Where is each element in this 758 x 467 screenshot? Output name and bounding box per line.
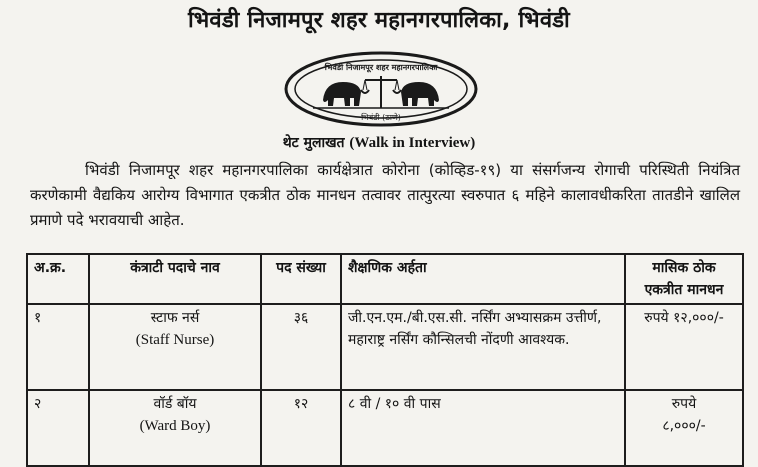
row-qualification: जी.एन.एम./बी.एस.सी. नर्सिंग अभ्यासक्रम उत्तीर्ण, महाराष्ट्र नर्सिंग कौन्सिलची नोंदणी आवश्यक. xyxy=(341,304,625,390)
header-post-count: पद संख्या xyxy=(261,254,341,304)
intro-paragraph xyxy=(30,158,740,233)
row-monthly-pay: रुपये १२,०००/- xyxy=(625,304,743,390)
municipal-seal-logo xyxy=(283,50,479,128)
header-sr-no: अ.क्र. xyxy=(27,254,89,304)
row-post-name xyxy=(89,390,261,466)
table-row xyxy=(27,390,743,466)
post-name-marathi: स्टाफ नर्स xyxy=(150,310,200,326)
row-post-name xyxy=(89,304,261,390)
header-qualification: शैक्षणिक अर्हता xyxy=(341,254,625,304)
intro-lead: भिवंडी xyxy=(85,161,120,179)
seal-text-bottom: भिवंडी (ठाणे) xyxy=(361,113,401,122)
row-qualification: ८ वी / १० वी पास xyxy=(341,390,625,466)
post-name-english: (Ward Boy) xyxy=(139,418,211,434)
recruitment-table xyxy=(26,253,744,467)
pay-line-2: ८,०००/- xyxy=(662,418,706,434)
table-header-row xyxy=(27,254,743,304)
row-sr-no: १ xyxy=(27,304,89,390)
row-monthly-pay xyxy=(625,390,743,466)
table-row xyxy=(27,304,743,390)
walkin-marathi: थेट मुलाखत xyxy=(282,135,345,151)
seal-text-top: भिवंडी निजामपूर शहर महानगरपालिका xyxy=(324,63,438,72)
intro-text: निजामपूर शहर महानगरपालिका कार्यक्षेत्रात कोरोना (कोव्हिड-१९) या संसर्गजन्य रोगाची परिस्थिती नियंत्रित करणेकामी वैद्यकिय आरोग्य विभागात एकत्रीत ठोक मानधन तत्वावर तात्पुरत्या स्वरुपात ६ महिने कालावधीकरिता तातडीने खालिल प्रमाणे पदे भरावयाची आहेत. xyxy=(30,161,740,229)
row-sr-no: २ xyxy=(27,390,89,466)
post-name-marathi: वॉर्ड बॉय xyxy=(153,396,197,412)
walkin-english: (Walk in Interview) xyxy=(349,135,476,151)
post-name-english: (Staff Nurse) xyxy=(135,332,215,348)
header-post-name: कंत्राटी पदाचे नाव xyxy=(89,254,261,304)
walkin-heading xyxy=(0,133,758,152)
document-title: भिवंडी निजामपूर शहर महानगरपालिका, भिवंडी xyxy=(188,8,570,33)
pay-line-1: रुपये xyxy=(671,396,697,412)
row-post-count: १२ xyxy=(261,390,341,466)
header-monthly-pay: मासिक ठोक एकत्रीत मानधन xyxy=(625,254,743,304)
row-post-count: ३६ xyxy=(261,304,341,390)
